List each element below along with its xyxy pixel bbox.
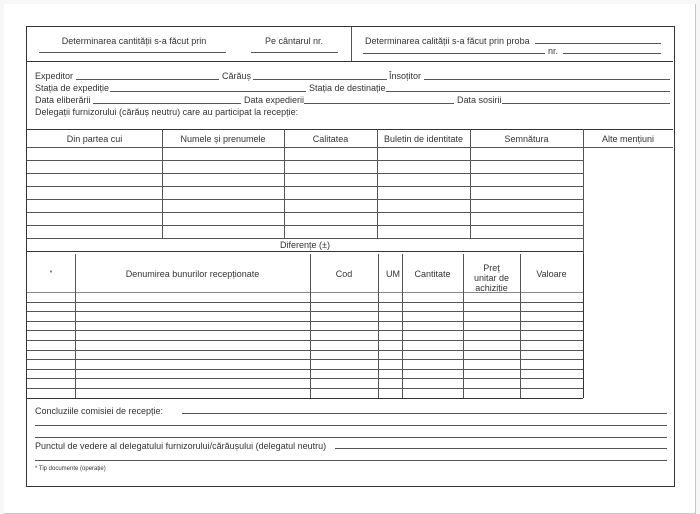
scale-number-field[interactable] (251, 44, 338, 53)
column-header: Din partea cui (66, 134, 123, 144)
table-row[interactable] (27, 388, 583, 398)
dispatch-station-label: Stația de expediție (35, 83, 110, 93)
column-header: Calitatea (312, 134, 349, 144)
column-header: Cantitate (414, 269, 451, 279)
table-right-edge (583, 254, 584, 398)
table-row[interactable] (27, 186, 583, 199)
conclusions-label: Concluziile comisiei de recepție: (35, 406, 164, 416)
sample-number-field[interactable] (563, 45, 661, 54)
viewpoint-label: Punctul de vedere al delegatului furnizorului/cărăușului (delegatul neutru) (35, 441, 327, 451)
column-header: Valoare (536, 269, 567, 279)
arrival-date-label: Data sosirii (457, 95, 502, 105)
other-mentions-field[interactable] (584, 147, 673, 397)
table-bottom (27, 251, 583, 252)
header-divider (351, 27, 352, 61)
issue-date-field[interactable] (93, 95, 241, 104)
conclusions-field-line-2[interactable] (35, 425, 667, 426)
table-row[interactable] (27, 173, 583, 186)
issue-date-label: Data eliberării (35, 95, 91, 105)
dispatch-date-field[interactable] (304, 95, 454, 104)
quantity-method-field[interactable] (39, 44, 226, 53)
column-header: * (49, 270, 53, 277)
column-header: Denumirea bunurilor recepționate (125, 269, 260, 279)
table-row[interactable] (27, 160, 583, 173)
carrier-field[interactable] (253, 71, 387, 80)
table-row[interactable] (27, 378, 583, 388)
quantity-method-label: Determinarea cantității s-a făcut prin (61, 36, 207, 46)
footnote: * Tip documente (operație) (35, 466, 106, 472)
viewpoint-field-line-2[interactable] (35, 460, 667, 461)
conclusions-field-line-3[interactable] (35, 437, 667, 438)
arrival-date-field[interactable] (502, 95, 670, 104)
quality-sample-field-2[interactable] (363, 45, 545, 54)
escort-field[interactable] (424, 71, 670, 80)
destination-station-label: Stația de destinație (309, 83, 386, 93)
carrier-label: Cărăuș (222, 71, 252, 81)
column-header: Cod (335, 269, 353, 279)
table-row[interactable] (27, 292, 583, 302)
table-row[interactable] (27, 340, 583, 350)
escort-label: Însoțitor (389, 71, 422, 81)
quality-method-label: Determinarea calității s-a făcut prin proba (365, 36, 530, 46)
section-divider (27, 129, 673, 130)
table-row[interactable] (27, 359, 583, 369)
table-row-divider (27, 238, 583, 239)
quality-sample-field[interactable] (535, 35, 661, 44)
dispatch-station-field[interactable] (110, 83, 306, 92)
conclusions-field[interactable] (182, 405, 667, 414)
sender-label: Expeditor (35, 71, 74, 81)
column-header: Preț unitar de achiziție (473, 263, 510, 293)
sender-field[interactable] (76, 71, 219, 80)
scale-number-label: Pe cântarul nr. (264, 36, 324, 46)
reception-form (26, 26, 675, 487)
table-row[interactable] (27, 330, 583, 340)
destination-station-field[interactable] (386, 83, 670, 92)
column-header: UM (386, 269, 400, 279)
dispatch-date-label: Data expedierii (244, 95, 305, 105)
table-row[interactable] (27, 199, 583, 212)
column-header-other-mentions: Alte mențiuni (601, 134, 655, 144)
sample-number-label: nr. (548, 46, 559, 56)
table-row[interactable] (27, 212, 583, 225)
table-row-divider (27, 398, 583, 399)
table-row[interactable] (27, 225, 583, 238)
viewpoint-field[interactable] (335, 440, 667, 449)
delegates-label: Delegații furnizorului (cărăuș neutru) care au participat la recepție: (35, 107, 299, 117)
column-header: Numele și prenumele (180, 134, 266, 144)
column-header: Buletin de identitate (383, 134, 464, 144)
table-row[interactable] (27, 147, 583, 160)
column-header: Semnătura (504, 134, 549, 144)
section-divider (27, 61, 673, 62)
table-row[interactable] (27, 311, 583, 321)
differences-label: Diferențe (±) (280, 240, 330, 250)
